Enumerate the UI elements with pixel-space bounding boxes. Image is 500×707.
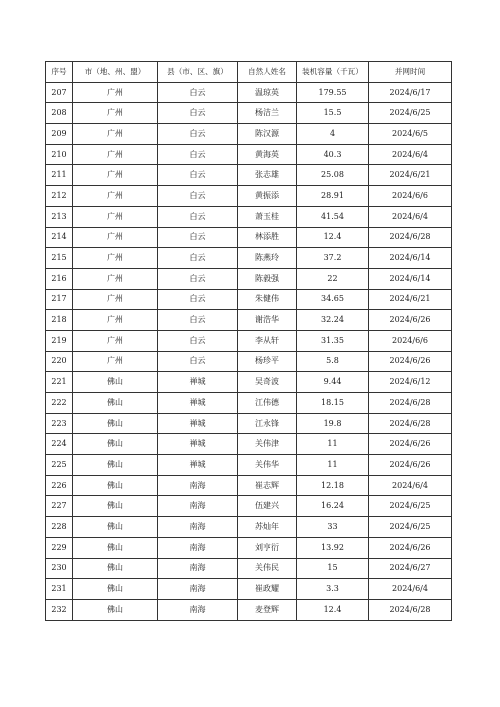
cell-capacity: 12.4 <box>297 227 369 248</box>
cell-person-name: 陈汉源 <box>238 124 297 145</box>
cell-capacity: 32.24 <box>297 310 369 331</box>
cell-person-name: 崔政耀 <box>238 579 297 600</box>
table-row <box>46 351 452 372</box>
cell-capacity: 34.65 <box>297 289 369 310</box>
cell-city: 广州 <box>73 248 158 269</box>
header-grid-date: 并网时间 <box>369 62 452 83</box>
cell-person-name: 杨洁兰 <box>238 103 297 124</box>
cell-capacity: 11 <box>297 434 369 455</box>
table-row <box>46 289 452 310</box>
cell-capacity: 22 <box>297 268 369 289</box>
table-row <box>46 537 452 558</box>
cell-person-name: 林添胜 <box>238 227 297 248</box>
cell-capacity: 33 <box>297 517 369 538</box>
cell-grid-date: 2024/6/26 <box>369 351 452 372</box>
cell-seq: 217 <box>46 289 73 310</box>
header-person-name: 自然人姓名 <box>238 62 297 83</box>
cell-person-name: 崔志辉 <box>238 475 297 496</box>
cell-county: 白云 <box>158 206 238 227</box>
cell-capacity: 25.08 <box>297 165 369 186</box>
cell-person-name: 江永锋 <box>238 413 297 434</box>
cell-city: 广州 <box>73 82 158 103</box>
cell-county: 南海 <box>158 558 238 579</box>
cell-county: 南海 <box>158 599 238 620</box>
cell-seq: 220 <box>46 351 73 372</box>
cell-city: 广州 <box>73 144 158 165</box>
cell-city: 佛山 <box>73 537 158 558</box>
cell-county: 白云 <box>158 144 238 165</box>
table-row <box>46 82 452 103</box>
cell-grid-date: 2024/6/17 <box>369 82 452 103</box>
cell-seq: 221 <box>46 372 73 393</box>
cell-capacity: 28.91 <box>297 186 369 207</box>
cell-county: 白云 <box>158 268 238 289</box>
cell-grid-date: 2024/6/6 <box>369 330 452 351</box>
cell-city: 佛山 <box>73 517 158 538</box>
cell-seq: 211 <box>46 165 73 186</box>
cell-city: 广州 <box>73 268 158 289</box>
cell-capacity: 41.54 <box>297 206 369 227</box>
cell-person-name: 关伟华 <box>238 455 297 476</box>
cell-capacity: 15 <box>297 558 369 579</box>
cell-city: 佛山 <box>73 455 158 476</box>
cell-capacity: 179.55 <box>297 82 369 103</box>
cell-city: 佛山 <box>73 372 158 393</box>
cell-city: 广州 <box>73 206 158 227</box>
cell-grid-date: 2024/6/14 <box>369 248 452 269</box>
cell-county: 白云 <box>158 289 238 310</box>
cell-person-name: 陈燕玲 <box>238 248 297 269</box>
header-capacity: 装机容量（千瓦） <box>297 62 369 83</box>
cell-seq: 232 <box>46 599 73 620</box>
cell-grid-date: 2024/6/4 <box>369 144 452 165</box>
cell-seq: 213 <box>46 206 73 227</box>
cell-person-name: 谢浩华 <box>238 310 297 331</box>
cell-capacity: 37.2 <box>297 248 369 269</box>
cell-county: 白云 <box>158 351 238 372</box>
cell-seq: 214 <box>46 227 73 248</box>
table-row <box>46 599 452 620</box>
cell-grid-date: 2024/6/25 <box>369 103 452 124</box>
cell-person-name: 杨珍平 <box>238 351 297 372</box>
cell-grid-date: 2024/6/4 <box>369 206 452 227</box>
cell-seq: 210 <box>46 144 73 165</box>
header-seq: 序号 <box>46 62 73 83</box>
header-row <box>46 62 452 83</box>
cell-grid-date: 2024/6/21 <box>369 289 452 310</box>
cell-seq: 209 <box>46 124 73 145</box>
cell-capacity: 15.5 <box>297 103 369 124</box>
cell-capacity: 12.4 <box>297 599 369 620</box>
cell-person-name: 关伟津 <box>238 434 297 455</box>
cell-county: 南海 <box>158 579 238 600</box>
cell-county: 南海 <box>158 475 238 496</box>
cell-person-name: 李从轩 <box>238 330 297 351</box>
cell-grid-date: 2024/6/25 <box>369 517 452 538</box>
cell-seq: 218 <box>46 310 73 331</box>
cell-person-name: 萧玉桂 <box>238 206 297 227</box>
cell-city: 佛山 <box>73 393 158 414</box>
cell-capacity: 3.3 <box>297 579 369 600</box>
cell-grid-date: 2024/6/4 <box>369 475 452 496</box>
cell-capacity: 12.18 <box>297 475 369 496</box>
cell-city: 佛山 <box>73 496 158 517</box>
cell-city: 广州 <box>73 289 158 310</box>
cell-seq: 222 <box>46 393 73 414</box>
cell-city: 广州 <box>73 330 158 351</box>
cell-city: 广州 <box>73 165 158 186</box>
header-city: 市（地、州、盟） <box>73 62 158 83</box>
cell-capacity: 31.35 <box>297 330 369 351</box>
cell-city: 广州 <box>73 103 158 124</box>
cell-county: 白云 <box>158 124 238 145</box>
cell-county: 禅城 <box>158 413 238 434</box>
cell-grid-date: 2024/6/5 <box>369 124 452 145</box>
table-row <box>46 475 452 496</box>
table-body <box>46 82 452 620</box>
cell-capacity: 40.3 <box>297 144 369 165</box>
cell-county: 禅城 <box>158 455 238 476</box>
cell-seq: 208 <box>46 103 73 124</box>
cell-city: 广州 <box>73 351 158 372</box>
cell-seq: 231 <box>46 579 73 600</box>
header-county: 县（市、区、旗） <box>158 62 238 83</box>
table-row <box>46 206 452 227</box>
cell-seq: 223 <box>46 413 73 434</box>
table-row <box>46 455 452 476</box>
cell-city: 佛山 <box>73 475 158 496</box>
table-row <box>46 103 452 124</box>
cell-city: 佛山 <box>73 599 158 620</box>
table-row <box>46 413 452 434</box>
cell-grid-date: 2024/6/28 <box>369 413 452 434</box>
cell-person-name: 关伟民 <box>238 558 297 579</box>
cell-city: 佛山 <box>73 558 158 579</box>
cell-seq: 227 <box>46 496 73 517</box>
cell-county: 禅城 <box>158 434 238 455</box>
data-table <box>45 61 452 621</box>
table-row <box>46 579 452 600</box>
cell-county: 南海 <box>158 537 238 558</box>
cell-city: 佛山 <box>73 413 158 434</box>
cell-person-name: 吴奇波 <box>238 372 297 393</box>
cell-grid-date: 2024/6/6 <box>369 186 452 207</box>
cell-grid-date: 2024/6/27 <box>369 558 452 579</box>
cell-capacity: 4 <box>297 124 369 145</box>
cell-seq: 225 <box>46 455 73 476</box>
table-row <box>46 186 452 207</box>
cell-grid-date: 2024/6/26 <box>369 310 452 331</box>
cell-county: 白云 <box>158 248 238 269</box>
cell-grid-date: 2024/6/21 <box>369 165 452 186</box>
cell-grid-date: 2024/6/26 <box>369 455 452 476</box>
cell-city: 广州 <box>73 124 158 145</box>
cell-seq: 207 <box>46 82 73 103</box>
cell-seq: 224 <box>46 434 73 455</box>
cell-capacity: 16.24 <box>297 496 369 517</box>
cell-person-name: 刘亨衍 <box>238 537 297 558</box>
cell-county: 禅城 <box>158 393 238 414</box>
cell-county: 白云 <box>158 186 238 207</box>
cell-person-name: 陈毅强 <box>238 268 297 289</box>
table-row <box>46 372 452 393</box>
cell-grid-date: 2024/6/12 <box>369 372 452 393</box>
cell-grid-date: 2024/6/25 <box>369 496 452 517</box>
cell-city: 广州 <box>73 310 158 331</box>
cell-seq: 229 <box>46 537 73 558</box>
table-row <box>46 124 452 145</box>
cell-seq: 216 <box>46 268 73 289</box>
cell-city: 佛山 <box>73 579 158 600</box>
cell-county: 南海 <box>158 517 238 538</box>
table-row <box>46 558 452 579</box>
cell-grid-date: 2024/6/28 <box>369 393 452 414</box>
cell-city: 佛山 <box>73 434 158 455</box>
table-row <box>46 165 452 186</box>
cell-city: 广州 <box>73 186 158 207</box>
table-row <box>46 434 452 455</box>
cell-seq: 219 <box>46 330 73 351</box>
cell-seq: 212 <box>46 186 73 207</box>
cell-city: 广州 <box>73 227 158 248</box>
cell-grid-date: 2024/6/26 <box>369 434 452 455</box>
cell-county: 白云 <box>158 82 238 103</box>
cell-county: 白云 <box>158 103 238 124</box>
table-row <box>46 144 452 165</box>
cell-grid-date: 2024/6/26 <box>369 537 452 558</box>
cell-grid-date: 2024/6/4 <box>369 579 452 600</box>
cell-county: 白云 <box>158 330 238 351</box>
table-row <box>46 496 452 517</box>
cell-capacity: 18.15 <box>297 393 369 414</box>
cell-capacity: 13.92 <box>297 537 369 558</box>
cell-person-name: 苏灿年 <box>238 517 297 538</box>
cell-person-name: 朱健伟 <box>238 289 297 310</box>
table-row <box>46 268 452 289</box>
cell-person-name: 麦登辉 <box>238 599 297 620</box>
table-row <box>46 330 452 351</box>
table-row <box>46 393 452 414</box>
table-row <box>46 517 452 538</box>
cell-county: 白云 <box>158 310 238 331</box>
cell-person-name: 江伟德 <box>238 393 297 414</box>
cell-seq: 228 <box>46 517 73 538</box>
cell-person-name: 伍建兴 <box>238 496 297 517</box>
table-row <box>46 310 452 331</box>
cell-seq: 215 <box>46 248 73 269</box>
cell-grid-date: 2024/6/28 <box>369 227 452 248</box>
cell-grid-date: 2024/6/14 <box>369 268 452 289</box>
cell-capacity: 19.8 <box>297 413 369 434</box>
cell-capacity: 5.8 <box>297 351 369 372</box>
cell-person-name: 黄海英 <box>238 144 297 165</box>
cell-seq: 226 <box>46 475 73 496</box>
table-row <box>46 227 452 248</box>
cell-county: 白云 <box>158 227 238 248</box>
cell-person-name: 黄振添 <box>238 186 297 207</box>
cell-capacity: 9.44 <box>297 372 369 393</box>
cell-county: 南海 <box>158 496 238 517</box>
cell-county: 白云 <box>158 165 238 186</box>
cell-capacity: 11 <box>297 455 369 476</box>
cell-person-name: 张志雄 <box>238 165 297 186</box>
cell-grid-date: 2024/6/28 <box>369 599 452 620</box>
cell-person-name: 温琼英 <box>238 82 297 103</box>
cell-county: 禅城 <box>158 372 238 393</box>
cell-seq: 230 <box>46 558 73 579</box>
table-row <box>46 248 452 269</box>
